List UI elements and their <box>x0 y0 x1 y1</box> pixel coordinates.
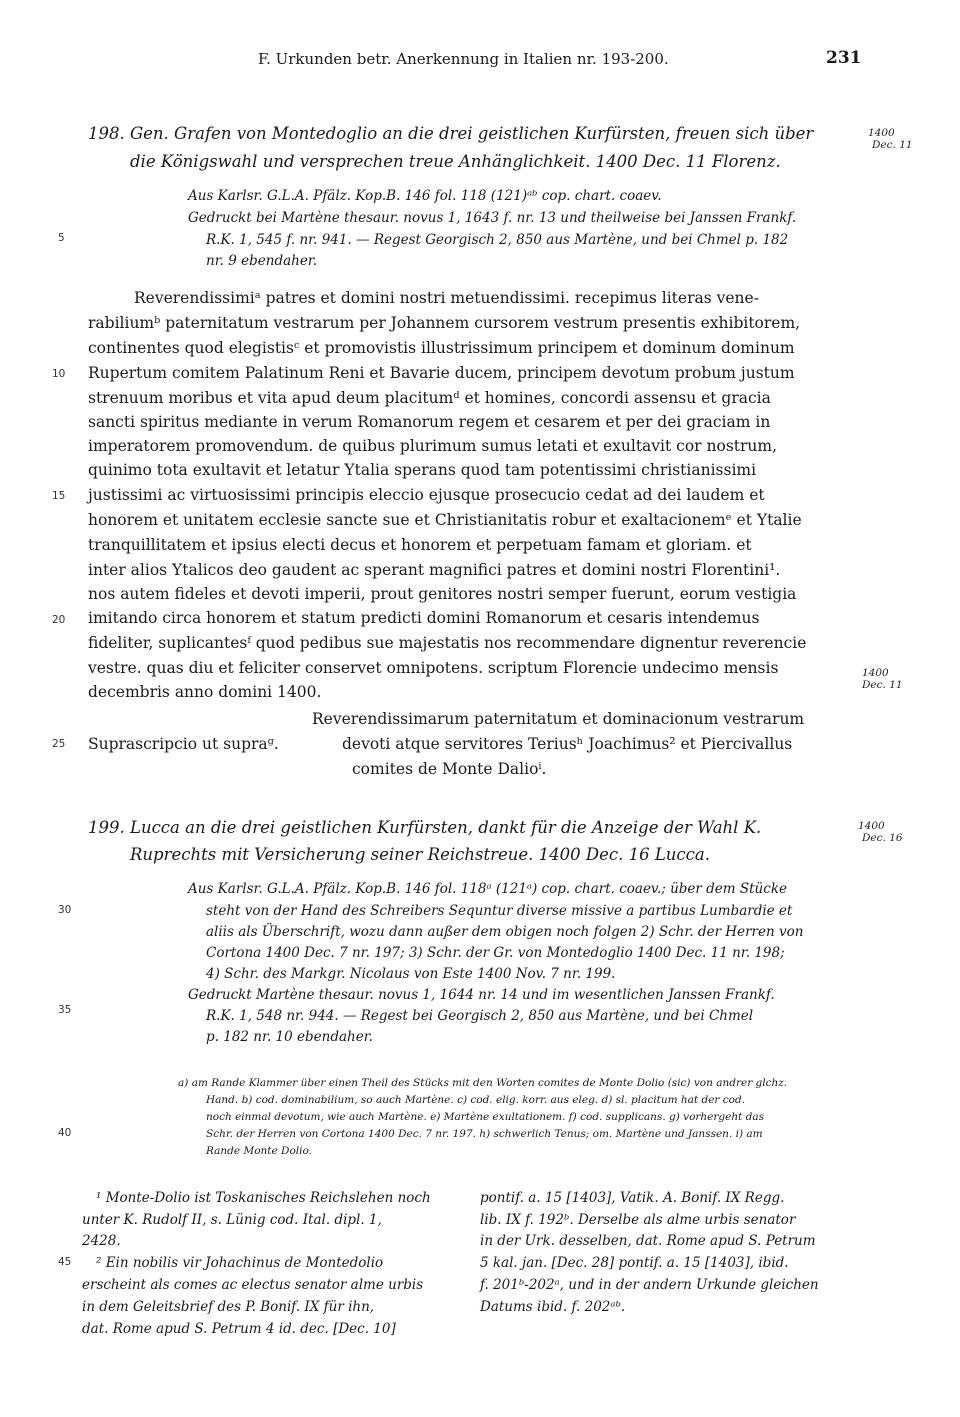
footnote-line: lib. IX f. 192ᵇ. Derselbe als alme urbis senator <box>480 1212 796 1228</box>
footnote-line: ¹ Monte-Dolio ist Toskanisches Reichslehen noch <box>96 1190 431 1206</box>
doc199-source-line-2: steht von der Hand des Schreibers Sequntur diverse missive a partibus Lumbardie et <box>206 903 793 919</box>
margin-year: 1400 <box>858 820 885 832</box>
body-line: continentes quod elegistisᶜ et promovistis illustrissimum principem et dominum dominum <box>88 339 795 357</box>
closing-line-2: devoti atque servitores Teriusʰ Joachimus² et Piercivallus <box>342 735 793 753</box>
line-number: 30 <box>58 904 72 916</box>
line-number: 25 <box>52 738 66 750</box>
body-line: Rupertum comitem Palatinum Reni et Bavarie ducem, principem devotum probum justum <box>88 364 795 382</box>
footnote-line: 5 kal. jan. [Dec. 28] pontif. a. 15 [1403], ibid. <box>480 1255 789 1271</box>
page-number: 231 <box>826 48 862 68</box>
body-line: decembris anno domini 1400. <box>88 683 322 701</box>
footnote-line: dat. Rome apud S. Petrum 4 id. dec. [Dec. 10] <box>82 1321 396 1337</box>
body-line: sancti spiritus mediante in verum Romanorum regem et cesarem et per dei graciam in <box>88 413 771 431</box>
footnote-line: pontif. a. 15 [1403], Vatik. A. Bonif. IX Regg. <box>480 1190 785 1206</box>
variant-note-line: Hand. b) cod. dominabilium, so auch Martène. c) cod. elig. korr. aus eleg. d) sl. placitum hat der cod. <box>206 1094 746 1106</box>
line-number: 10 <box>52 368 66 380</box>
body-line: inter alios Ytalicos deo gaudent ac sperant magnifici patres et domini nostri Florentini¹. <box>88 561 781 579</box>
variant-note-line: a) am Rande Klammer über einen Theil des Stücks mit den Worten comites de Monte Dolio (sic) von andrer glchz. <box>178 1077 788 1089</box>
body-line: imitando circa honorem et statum predicti domini Romanorum et cesaris intendemus <box>88 609 760 627</box>
body-line: Reverendissimiᵃ patres et domini nostri metuendissimi. recepimus literas vene- <box>134 289 759 307</box>
doc199-source-line-8: p. 182 nr. 10 ebendaher. <box>206 1029 373 1045</box>
footnote-line: unter K. Rudolf II, s. Lünig cod. Ital. dipl. 1, <box>82 1212 382 1228</box>
suprascripcio: Suprascripcio ut supraᵍ. <box>88 735 279 753</box>
doc199-source-line-3: aliis als Überschrift, wozu dann außer dem obigen noch folgen 2) Schr. der Herren von <box>206 924 804 940</box>
line-number: 45 <box>58 1256 72 1268</box>
footnote-line: Datums ibid. f. 202ᵃᵇ. <box>480 1299 626 1315</box>
body-line: tranquillitatem et ipsius electi decus et honorem et perpetuam famam et gloriam. et <box>88 536 752 554</box>
body-line: fideliter, suplicantesᶠ quod pedibus sue majestatis nos recommendare dignentur reverencie <box>88 634 807 652</box>
line-number: 15 <box>52 490 66 502</box>
doc199-source-line-5: 4) Schr. des Markgr. Nicolaus von Este 1400 Nov. 7 nr. 199. <box>206 966 616 982</box>
doc198-source-line-2: Gedruckt bei Martène thesaur. novus 1, 1643 f. nr. 13 und theilweise bei Janssen Frankf. <box>188 210 797 226</box>
doc198-source-line-4: nr. 9 ebendaher. <box>206 253 318 269</box>
line-number: 40 <box>58 1127 72 1139</box>
body-line: imperatorem promovendum. de quibus plurimum sumus letati et exultavit cor nostrum, <box>88 437 778 455</box>
doc198-margin-date <box>868 127 913 151</box>
doc199-margin-date <box>858 820 903 844</box>
body-line: quinimo tota exultavit et letatur Ytalia sperans quod tam potentissimi christianissimi <box>88 461 757 479</box>
footnote-line: 2428. <box>82 1233 121 1249</box>
doc199-source-line-6: Gedruckt Martène thesaur. novus 1, 1644 nr. 14 und im wesentlichen Janssen Frankf. <box>188 987 775 1003</box>
body-line: vestre. quas diu et feliciter conservet omnipotens. scriptum Florencie undecimo mensis <box>88 659 779 677</box>
footnote-line: in der Urk. desselben, dat. Rome apud S. Petrum <box>480 1233 816 1249</box>
doc199-title-line-2: Ruprechts mit Versicherung seiner Reichstreue. 1400 Dec. 16 Lucca. <box>130 845 710 864</box>
margin-day: Dec. 16 <box>862 832 903 844</box>
body-line: rabiliumᵇ paternitatum vestrarum per Johannem cursorem vestrum presentis exhibitorem, <box>88 314 801 332</box>
doc198-title-line-1: 198. Gen. Grafen von Montedoglio an die drei geistlichen Kurfürsten, freuen sich über <box>88 124 814 143</box>
running-header: F. Urkunden betr. Anerkennung in Italien nr. 193-200. <box>258 50 669 68</box>
line-number: 5 <box>58 232 65 244</box>
footnote-line: ² Ein nobilis vir Johachinus de Montedolio <box>96 1255 384 1271</box>
body-line: nos autem fideles et devoti imperii, prout genitores nostri semper fuerunt, eorum vestigia <box>88 585 797 603</box>
variant-note-line: Rande Monte Dolio. <box>206 1145 312 1157</box>
body-line: strenuum moribus et vita apud deum placitumᵈ et homines, concordi assensu et gracia <box>88 389 771 407</box>
margin-year: 1400 <box>868 127 895 139</box>
doc198-title-line-2: die Königswahl und versprechen treue Anhänglichkeit. 1400 Dec. 11 Florenz. <box>130 152 781 171</box>
margin-day: Dec. 11 <box>872 139 913 151</box>
variant-note-line: Schr. der Herren von Cortona 1400 Dec. 7 nr. 197. h) schwerlich Tenus; om. Martène und Janssen. i) am <box>206 1128 763 1140</box>
doc198-source-line-1: Aus Karlsr. G.L.A. Pfälz. Kop.B. 146 fol. 118 (121)ᵃᵇ cop. chart. coaev. <box>188 188 662 204</box>
doc199-source-line-4: Cortona 1400 Dec. 7 nr. 197; 3) Schr. der Gr. von Montedoglio 1400 Dec. 11 nr. 198; <box>206 945 785 961</box>
doc199-source-line-1: Aus Karlsr. G.L.A. Pfälz. Kop.B. 146 fol. 118ᵃ (121ᵃ) cop. chart. coaev.; über dem Stücke <box>188 881 787 897</box>
footnote-line: f. 201ᵇ-202ᵃ, und in der andern Urkunde gleichen <box>480 1277 819 1293</box>
footnote-line: erscheint als comes ac electus senator alme urbis <box>82 1277 424 1293</box>
margin-day: Dec. 11 <box>862 679 903 691</box>
doc198-margin-date-2 <box>862 667 903 691</box>
doc199-source-line-7: R.K. 1, 548 nr. 944. — Regest bei Georgisch 2, 850 aus Martène, und bei Chmel <box>206 1008 754 1024</box>
body-line: honorem et unitatem ecclesie sancte sue et Christianitatis robur et exaltacionemᵉ et Ytalie <box>88 511 802 529</box>
margin-year: 1400 <box>862 667 889 679</box>
closing-line-1: Reverendissimarum paternitatum et dominacionum vestrarum <box>312 710 805 728</box>
closing-line-3: comites de Monte Dalioⁱ. <box>352 760 547 778</box>
line-number: 35 <box>58 1004 72 1016</box>
doc199-title-line-1: 199. Lucca an die drei geistlichen Kurfürsten, dankt für die Anzeige der Wahl K. <box>88 818 762 837</box>
variant-note-line: noch einmal devotum, wie auch Martène. e) Martène exultationem. f) cod. supplicans. g) vorhergeht das <box>206 1111 765 1123</box>
body-line: justissimi ac virtuosissimi principis eleccio ejusque prosecucio cedat ad dei laudem et <box>88 486 765 504</box>
footnote-line: in dem Geleitsbrief des P. Bonif. IX für ihn, <box>82 1299 375 1315</box>
line-number: 20 <box>52 614 66 626</box>
doc198-source-line-3: R.K. 1, 545 f. nr. 941. — Regest Georgisch 2, 850 aus Martène, und bei Chmel p. 182 <box>206 232 789 248</box>
